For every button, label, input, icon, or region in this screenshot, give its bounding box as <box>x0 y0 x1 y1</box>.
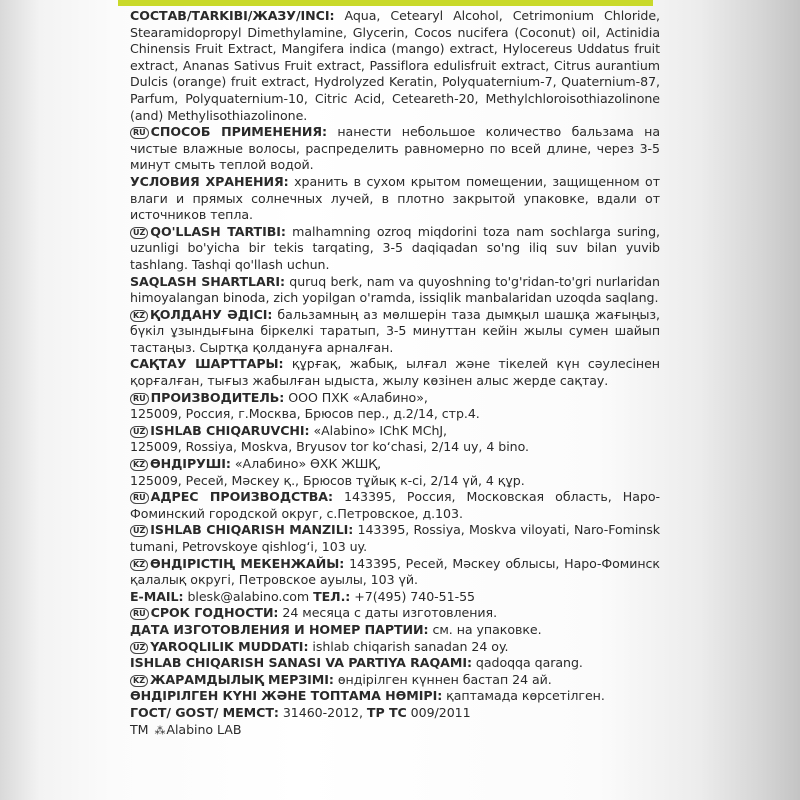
kz-usage-paragraph <box>130 307 660 357</box>
kz-usage-text: бальзамның аз мөлшерін таза дымқыл шашқа жағыңыз, бүкіл ұзындығына біркелкі таратып, 3-5 минуттан кейін жылы сумен шайып тастаңыз. Сыртқа қолдануға арналған. <box>130 306 660 355</box>
ru-language-badge: RU <box>130 608 149 620</box>
uz-production-address-heading: ISHLAB CHIQARISH MANZILI: <box>150 522 354 538</box>
trademark-brand: Alabino LAB <box>166 721 242 737</box>
kz-storage-paragraph <box>130 356 660 389</box>
phone-value: +7(495) 740-51-55 <box>350 588 476 604</box>
ru-production-address-heading: АДРЕС ПРОИЗВОДСТВА: <box>150 489 333 505</box>
email-label: E-MAIL: <box>130 588 184 604</box>
kz-manufacturer-paragraph <box>130 456 660 489</box>
uz-usage-paragraph <box>130 224 660 274</box>
ru-storage-paragraph <box>130 174 660 224</box>
uz-language-badge: UZ <box>130 227 148 239</box>
tr-ts-label: ТР ТС <box>366 704 407 720</box>
composition-paragraph <box>130 8 660 124</box>
ru-manufacturer-name: ООО ПХК «Алабино», <box>284 389 428 405</box>
ru-usage-text: нанести небольшое количество бальзама на чистые влажные волосы, распределить равномерно по всей длине, через 3-5 минут смыть теплой водой. <box>130 124 660 173</box>
trademark-prefix: ТМ <box>130 721 149 737</box>
ru-manufacturer-heading: ПРОИЗВОДИТЕЛЬ: <box>150 389 285 405</box>
uz-production-address-text: 143395, Rossiya, Moskva viloyati, Naro-Fominsk tumani, Petrovskoye qishlog‘i, 103 uy. <box>130 522 660 554</box>
kz-language-badge: KZ <box>130 310 148 322</box>
trademark-line <box>130 722 660 740</box>
kz-shelf-life-text: өндірілген күннен бастап 24 ай. <box>333 671 552 687</box>
email-value: blesk@alabino.com <box>183 588 314 604</box>
composition-ingredients: Aqua, Cetearyl Alcohol, Cetrimonium Chloride, Stearamidopropyl Dimethylamine, Glycerin, Cocos nucifera (Coconut) oil, Actinidia Chinensis Fruit Extract, Mangifera indica (mango) extract, Hylocereus Uddatus fruit extract, Ananas Sativus Fruit extract, Passiflora edulisfruit extract, Citrus aurantium Dulcis (orange) fruit extract, Hydrolyzed Keratin, Polyquaternium-7, Quaternium-87, Parfum, Polyquaternium-10, Citric Acid, Ceteareth-20, Methylchloroisothiazolinone (and) Methylisothiazolinone. <box>130 8 660 123</box>
uz-batch-heading: ISHLAB CHIQARISH SANASI VA PARTIYA RAQAMI: <box>130 655 472 671</box>
tr-ts-number: 009/2011 <box>406 704 471 720</box>
uz-production-address-paragraph <box>130 522 660 555</box>
standards-heading: ГОСТ/ GOST/ МЕМСТ: <box>130 704 279 720</box>
uz-storage-text: quruq berk, nam va quyoshning to'g'ridan-to'gri nurlaridan himoyalangan binoda, zich yopilgan o'ramda, issiqlik manbalaridan uzoqda saqlang. <box>130 273 660 306</box>
ru-storage-heading: УСЛОВИЯ ХРАНЕНИЯ: <box>130 173 289 189</box>
kz-usage-heading: ҚОЛДАНУ ӘДІСІ: <box>150 306 273 322</box>
ru-production-address-paragraph <box>130 489 660 522</box>
ru-language-badge: RU <box>130 492 149 504</box>
kz-batch-text: қаптамада көрсетілген. <box>442 688 605 704</box>
contacts-line <box>130 589 660 606</box>
kz-manufacturer-address: 125009, Ресей, Мәскеу қ., Брюсов тұйық к-сі, 2/14 үй, 4 құр. <box>130 472 525 488</box>
alabino-logo-icon: ⁂ <box>154 723 166 737</box>
uz-usage-heading: QO'LLASH TARTIBI: <box>150 223 286 239</box>
uz-language-badge: UZ <box>130 525 148 537</box>
kz-language-badge: KZ <box>130 675 148 687</box>
ru-language-badge: RU <box>130 393 149 405</box>
label-top-color-band <box>118 0 653 6</box>
uz-usage-text: malhamning ozroq miqdorini toza nam sochlarga suring, uzunligi bo'yicha bir tekis tarqating, 3-5 daqiqadan so'ng iliq suv bilan yuvib tashlang. Tashqi qo'llash uchun. <box>130 223 660 272</box>
ru-storage-text: хранить в сухом крытом помещении, защищенном от влаги и прямых солнечных лучей, в плотно закрытой упаковке, вдали от источников тепла. <box>130 173 660 223</box>
ru-manufacturer-paragraph <box>130 390 660 423</box>
ru-production-address-text: 143395, Россия, Московская область, Наро-Фоминский городской округ, с.Петровское, д.103. <box>130 489 660 521</box>
uz-manufacturer-heading: ISHLAB CHIQARUVCHI: <box>150 422 310 438</box>
ru-shelf-life-heading: СРОК ГОДНОСТИ: <box>150 605 279 621</box>
uz-shelf-life-heading: YAROQLILIK MUDDATI: <box>150 638 309 654</box>
composition-heading: СОСТАВ/ТАRKIBI/ЖАЗУ/INCI: <box>130 8 335 23</box>
uz-shelf-life-line <box>130 639 660 656</box>
kz-shelf-life-line <box>130 672 660 689</box>
ru-shelf-life-text: 24 месяца с даты изготовления. <box>278 605 498 621</box>
uz-language-badge: UZ <box>130 642 148 654</box>
kz-storage-text: құрғақ, жабық, ылғал және тікелей күн сәулесінен қорғалған, тығыз жабылған ыдыста, жылу көзінен алыс жерде сақтау. <box>130 356 660 389</box>
uz-batch-line <box>130 655 660 672</box>
kz-batch-line <box>130 688 660 705</box>
ru-batch-text: см. на упаковке. <box>428 621 542 637</box>
kz-language-badge: KZ <box>130 559 148 571</box>
uz-manufacturer-name: «Alabino» IChK MChJ, <box>309 422 447 438</box>
kz-language-badge: KZ <box>130 459 148 471</box>
kz-storage-heading: САҚТАУ ШАРТТАРЫ: <box>130 356 284 372</box>
uz-storage-heading: SAQLASH SHARTLARI: <box>130 273 285 289</box>
kz-production-address-heading: ӨНДІРІСТІҢ МЕКЕНЖАЙЫ: <box>150 555 345 571</box>
kz-manufacturer-heading: ӨНДІРУШІ: <box>150 456 231 472</box>
kz-production-address-text: 143395, Ресей, Мәскеу облысы, Наро-Фоминск қалалық округі, Петровское ауылы, 103 үй. <box>130 555 660 588</box>
uz-shelf-life-text: ishlab chiqarish sanadan 24 oy. <box>308 638 509 654</box>
kz-shelf-life-heading: ЖАРАМДЫЛЫҚ МЕРЗІМІ: <box>150 671 334 687</box>
product-label-text <box>130 8 660 739</box>
ru-shelf-life-line <box>130 605 660 622</box>
ru-batch-line <box>130 622 660 639</box>
ru-usage-heading: СПОСОБ ПРИМЕНЕНИЯ: <box>150 124 327 140</box>
kz-batch-heading: ӨНДІРІЛГЕН КҮНІ ЖӘНЕ ТОПТАМА НӨМІРІ: <box>130 688 443 704</box>
ru-batch-heading: ДАТА ИЗГОТОВЛЕНИЯ И НОМЕР ПАРТИИ: <box>130 621 429 637</box>
standards-number: 31460-2012, <box>278 704 367 720</box>
standards-line <box>130 705 660 722</box>
phone-label: ТЕЛ.: <box>313 588 351 604</box>
ru-language-badge: RU <box>130 127 149 139</box>
uz-batch-text: qadoqqa qarang. <box>471 655 583 671</box>
uz-manufacturer-paragraph <box>130 423 660 456</box>
uz-language-badge: UZ <box>130 426 148 438</box>
uz-storage-paragraph <box>130 274 660 307</box>
ru-manufacturer-address: 125009, Россия, г.Москва, Брюсов пер., д.2/14, стр.4. <box>130 406 480 422</box>
kz-production-address-paragraph <box>130 556 660 589</box>
ru-usage-paragraph <box>130 124 660 174</box>
uz-manufacturer-address: 125009, Rossiya, Moskva, Bryusov tor ko‘chasi, 2/14 uy, 4 bino. <box>130 439 529 455</box>
kz-manufacturer-name: «Алабино» ӨХК ЖШҚ, <box>230 456 382 472</box>
